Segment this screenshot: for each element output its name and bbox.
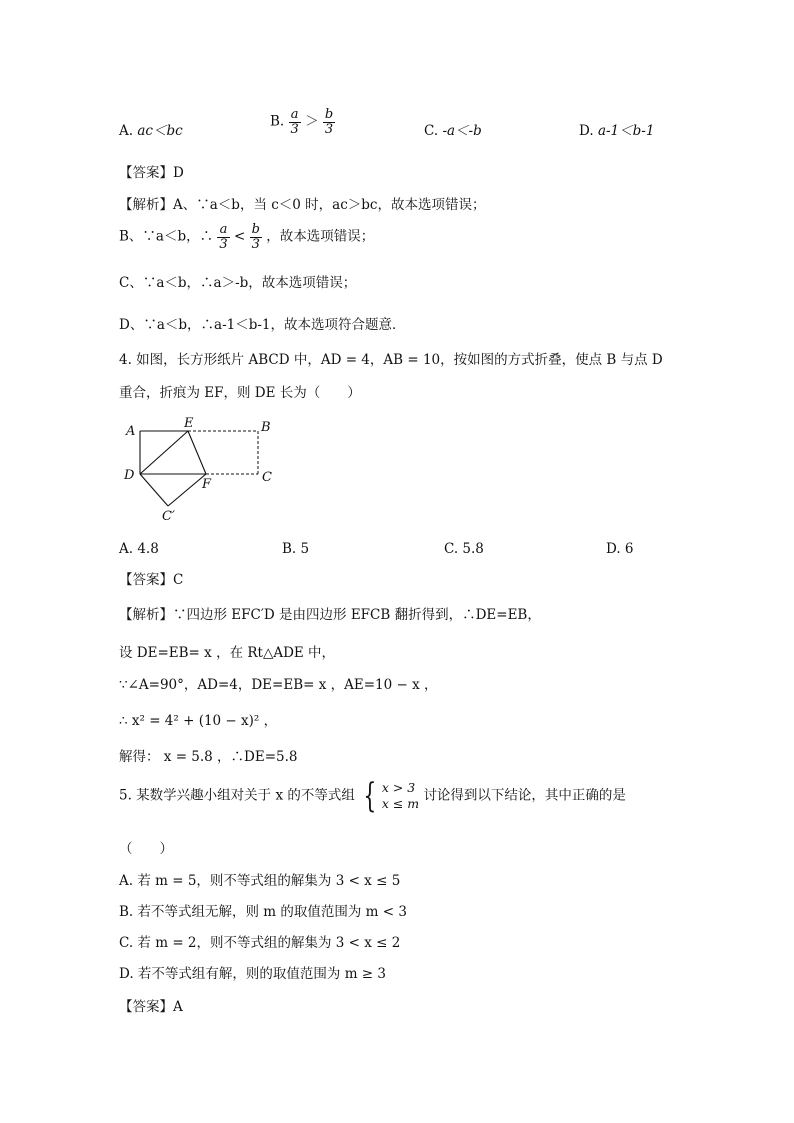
q3-analysis-b: B、∵a＜b，∴ $\frac{a}{3}$ < $\frac{b}{3}$ ，故本选项错误； xyxy=(119,222,375,252)
q5-option-d: D. 若不等式组有解，则的取值范围为 m ≥ 3 xyxy=(119,966,387,982)
q3-analysis-c: C、∵a＜b，∴a＞-b，故本选项错误； xyxy=(119,275,357,291)
fraction-b-over-3: $\frac{b}{3}$ xyxy=(324,107,334,137)
label-b: B xyxy=(261,420,271,435)
label-a: A xyxy=(126,424,136,439)
q4-option-c: C. 5.8 xyxy=(444,541,484,557)
edge-c-prime-f xyxy=(168,474,206,506)
label-c: C xyxy=(262,470,272,485)
q4-fold-figure xyxy=(118,416,298,526)
edge-dc-prime xyxy=(140,474,168,506)
q3-answer: 【答案】D xyxy=(119,165,184,181)
q3-option-d: D. a-1＜b-1 xyxy=(579,123,655,139)
q4-option-a: A. 4.8 xyxy=(119,541,159,557)
q4-answer: 【答案】C xyxy=(119,572,184,588)
fraction-a-over-3: $\frac{a}{3}$ xyxy=(219,222,228,252)
q4-analysis-1: 【解析】∵四边形 EFC′D 是由四边形 EFCB 翻折得到，∴DE=EB， xyxy=(119,607,541,623)
q5-option-c: C. 若 m = 2，则不等式组的解集为 3 < x ≤ 2 xyxy=(119,935,401,951)
q5-option-b: B. 若不等式组无解，则 m 的取值范围为 m < 3 xyxy=(119,904,407,920)
q3-analysis-a: 【解析】A、∵a＜b，当 c＜0 时，ac＞bc，故本选项错误； xyxy=(119,197,486,213)
q4-option-b: B. 5 xyxy=(282,541,310,557)
fraction-b-over-3: $\frac{b}{3}$ xyxy=(251,222,260,252)
q4-option-d: D. 6 xyxy=(606,541,634,557)
q4-analysis-4: ∴ x² = 4² + (10 − x)² ， xyxy=(119,713,278,729)
inequality-system: { x > 3 x ≤ m xyxy=(363,776,420,816)
q4-analysis-2: 设 DE=EB= x ，在 Rt△ADE 中， xyxy=(119,645,336,661)
q3-analysis-d: D、∵a＜b，∴a-1＜b-1，故本选项符合题意． xyxy=(119,317,406,333)
q5-answer: 【答案】A xyxy=(119,999,183,1015)
fraction-a-over-3: $\frac{a}{3}$ xyxy=(290,107,299,137)
label-e: E xyxy=(184,416,194,431)
left-brace-icon: { xyxy=(363,776,377,816)
q5-paren: （ ） xyxy=(119,841,173,857)
label-c-prime: C′ xyxy=(162,509,175,524)
label-d: D xyxy=(124,468,135,483)
q4-analysis-3: ∵∠A=90°，AD=4，DE=EB= x ，AE=10 − x ， xyxy=(119,677,438,693)
q5-option-a: A. 若 m = 5，则不等式组的解集为 3 < x ≤ 5 xyxy=(119,873,401,889)
crease-de xyxy=(140,431,188,474)
q3-option-a: A. ac＜bc xyxy=(119,123,183,139)
q3-option-b: B. $\frac{a}{3}$ ＞ $\frac{b}{3}$ xyxy=(270,107,334,137)
q4-stem-line1: 4. 如图，长方形纸片 ABCD 中，AD = 4，AB = 10，按如图的方式折叠，使点 B 与点 D xyxy=(119,352,663,368)
label-f: F xyxy=(202,477,212,492)
crease-ef xyxy=(188,431,206,474)
q3-option-c: C. -a＜-b xyxy=(424,123,482,139)
q4-analysis-5: 解得： x = 5.8 ，∴DE=5.8 xyxy=(119,749,298,765)
q4-stem-line2: 重合，折痕为 EF，则 DE 长为（ ） xyxy=(119,385,361,401)
q5-stem: 5. 某数学兴趣小组对关于 x 的不等式组 { x > 3 x ≤ m 讨论得到以下结论，其中正确的是 xyxy=(119,776,626,816)
